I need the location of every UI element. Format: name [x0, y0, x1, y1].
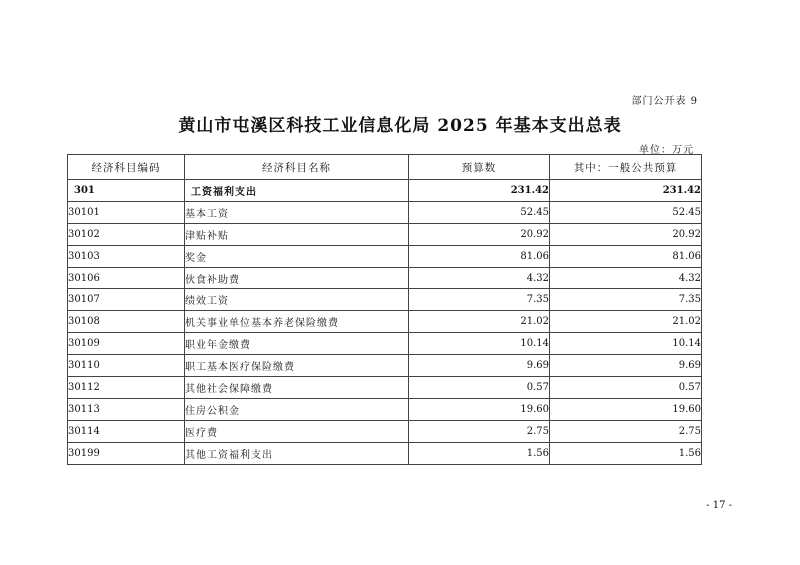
cell-code: 30109 — [68, 333, 185, 355]
table-row — [68, 333, 702, 355]
cell-code: 30103 — [68, 245, 185, 267]
column-header-budget: 预算数 — [409, 155, 550, 180]
cell-name: 绩效工资 — [185, 289, 409, 311]
cell-budget: 231.42 — [409, 180, 550, 202]
cell-budget: 81.06 — [409, 245, 550, 267]
cell-budget: 0.57 — [409, 377, 550, 399]
cell-name: 奖金 — [185, 245, 409, 267]
table-row — [68, 201, 702, 223]
basic-expenditure-table — [67, 154, 702, 465]
cell-budget: 4.32 — [409, 267, 550, 289]
cell-public-budget: 231.42 — [550, 180, 702, 202]
cell-code: 30108 — [68, 311, 185, 333]
table-row — [68, 267, 702, 289]
cell-code: 30106 — [68, 267, 185, 289]
cell-code: 301 — [68, 180, 185, 202]
table-header-row — [68, 155, 702, 180]
table-row — [68, 377, 702, 399]
table-row — [68, 398, 702, 420]
cell-code: 30110 — [68, 355, 185, 377]
table-row — [68, 180, 702, 202]
cell-name: 其他社会保障缴费 — [185, 377, 409, 399]
cell-code: 30107 — [68, 289, 185, 311]
cell-budget: 7.35 — [409, 289, 550, 311]
page-title: 黄山市屯溪区科技工业信息化局 2025 年基本支出总表 — [178, 116, 622, 136]
cell-public-budget: 19.60 — [550, 398, 702, 420]
cell-budget: 1.56 — [409, 442, 550, 464]
cell-code: 30112 — [68, 377, 185, 399]
cell-code: 30101 — [68, 201, 185, 223]
cell-budget: 9.69 — [409, 355, 550, 377]
table-row — [68, 223, 702, 245]
cell-budget: 10.14 — [409, 333, 550, 355]
cell-budget: 19.60 — [409, 398, 550, 420]
cell-code: 30199 — [68, 442, 185, 464]
table-row — [68, 289, 702, 311]
cell-name: 医疗费 — [185, 420, 409, 442]
document-label: 部门公开表 9 — [631, 96, 698, 107]
cell-public-budget: 21.02 — [550, 311, 702, 333]
cell-public-budget: 0.57 — [550, 377, 702, 399]
cell-code: 30113 — [68, 398, 185, 420]
cell-name: 其他工资福利支出 — [185, 442, 409, 464]
cell-budget: 2.75 — [409, 420, 550, 442]
column-header-public-budget: 其中：一般公共预算 — [550, 155, 702, 180]
cell-public-budget: 52.45 — [550, 201, 702, 223]
cell-public-budget: 1.56 — [550, 442, 702, 464]
cell-name: 住房公积金 — [185, 398, 409, 420]
table-row — [68, 311, 702, 333]
cell-name: 津贴补贴 — [185, 223, 409, 245]
unit-label: 单位：万元 — [639, 145, 694, 156]
cell-budget: 21.02 — [409, 311, 550, 333]
cell-public-budget: 4.32 — [550, 267, 702, 289]
page-number: - 17 - — [706, 500, 732, 511]
cell-name: 伙食补助费 — [185, 267, 409, 289]
cell-name: 工资福利支出 — [185, 180, 409, 202]
table-row — [68, 442, 702, 464]
column-header-name: 经济科目名称 — [185, 155, 409, 180]
cell-public-budget: 7.35 — [550, 289, 702, 311]
cell-name: 职业年金缴费 — [185, 333, 409, 355]
cell-name: 职工基本医疗保险缴费 — [185, 355, 409, 377]
cell-public-budget: 10.14 — [550, 333, 702, 355]
cell-public-budget: 81.06 — [550, 245, 702, 267]
cell-code: 30114 — [68, 420, 185, 442]
cell-name: 基本工资 — [185, 201, 409, 223]
column-header-code: 经济科目编码 — [68, 155, 185, 180]
cell-public-budget: 20.92 — [550, 223, 702, 245]
table-row — [68, 355, 702, 377]
cell-public-budget: 9.69 — [550, 355, 702, 377]
cell-public-budget: 2.75 — [550, 420, 702, 442]
table-row — [68, 420, 702, 442]
cell-budget: 52.45 — [409, 201, 550, 223]
cell-budget: 20.92 — [409, 223, 550, 245]
table-row — [68, 245, 702, 267]
cell-code: 30102 — [68, 223, 185, 245]
cell-name: 机关事业单位基本养老保险缴费 — [185, 311, 409, 333]
